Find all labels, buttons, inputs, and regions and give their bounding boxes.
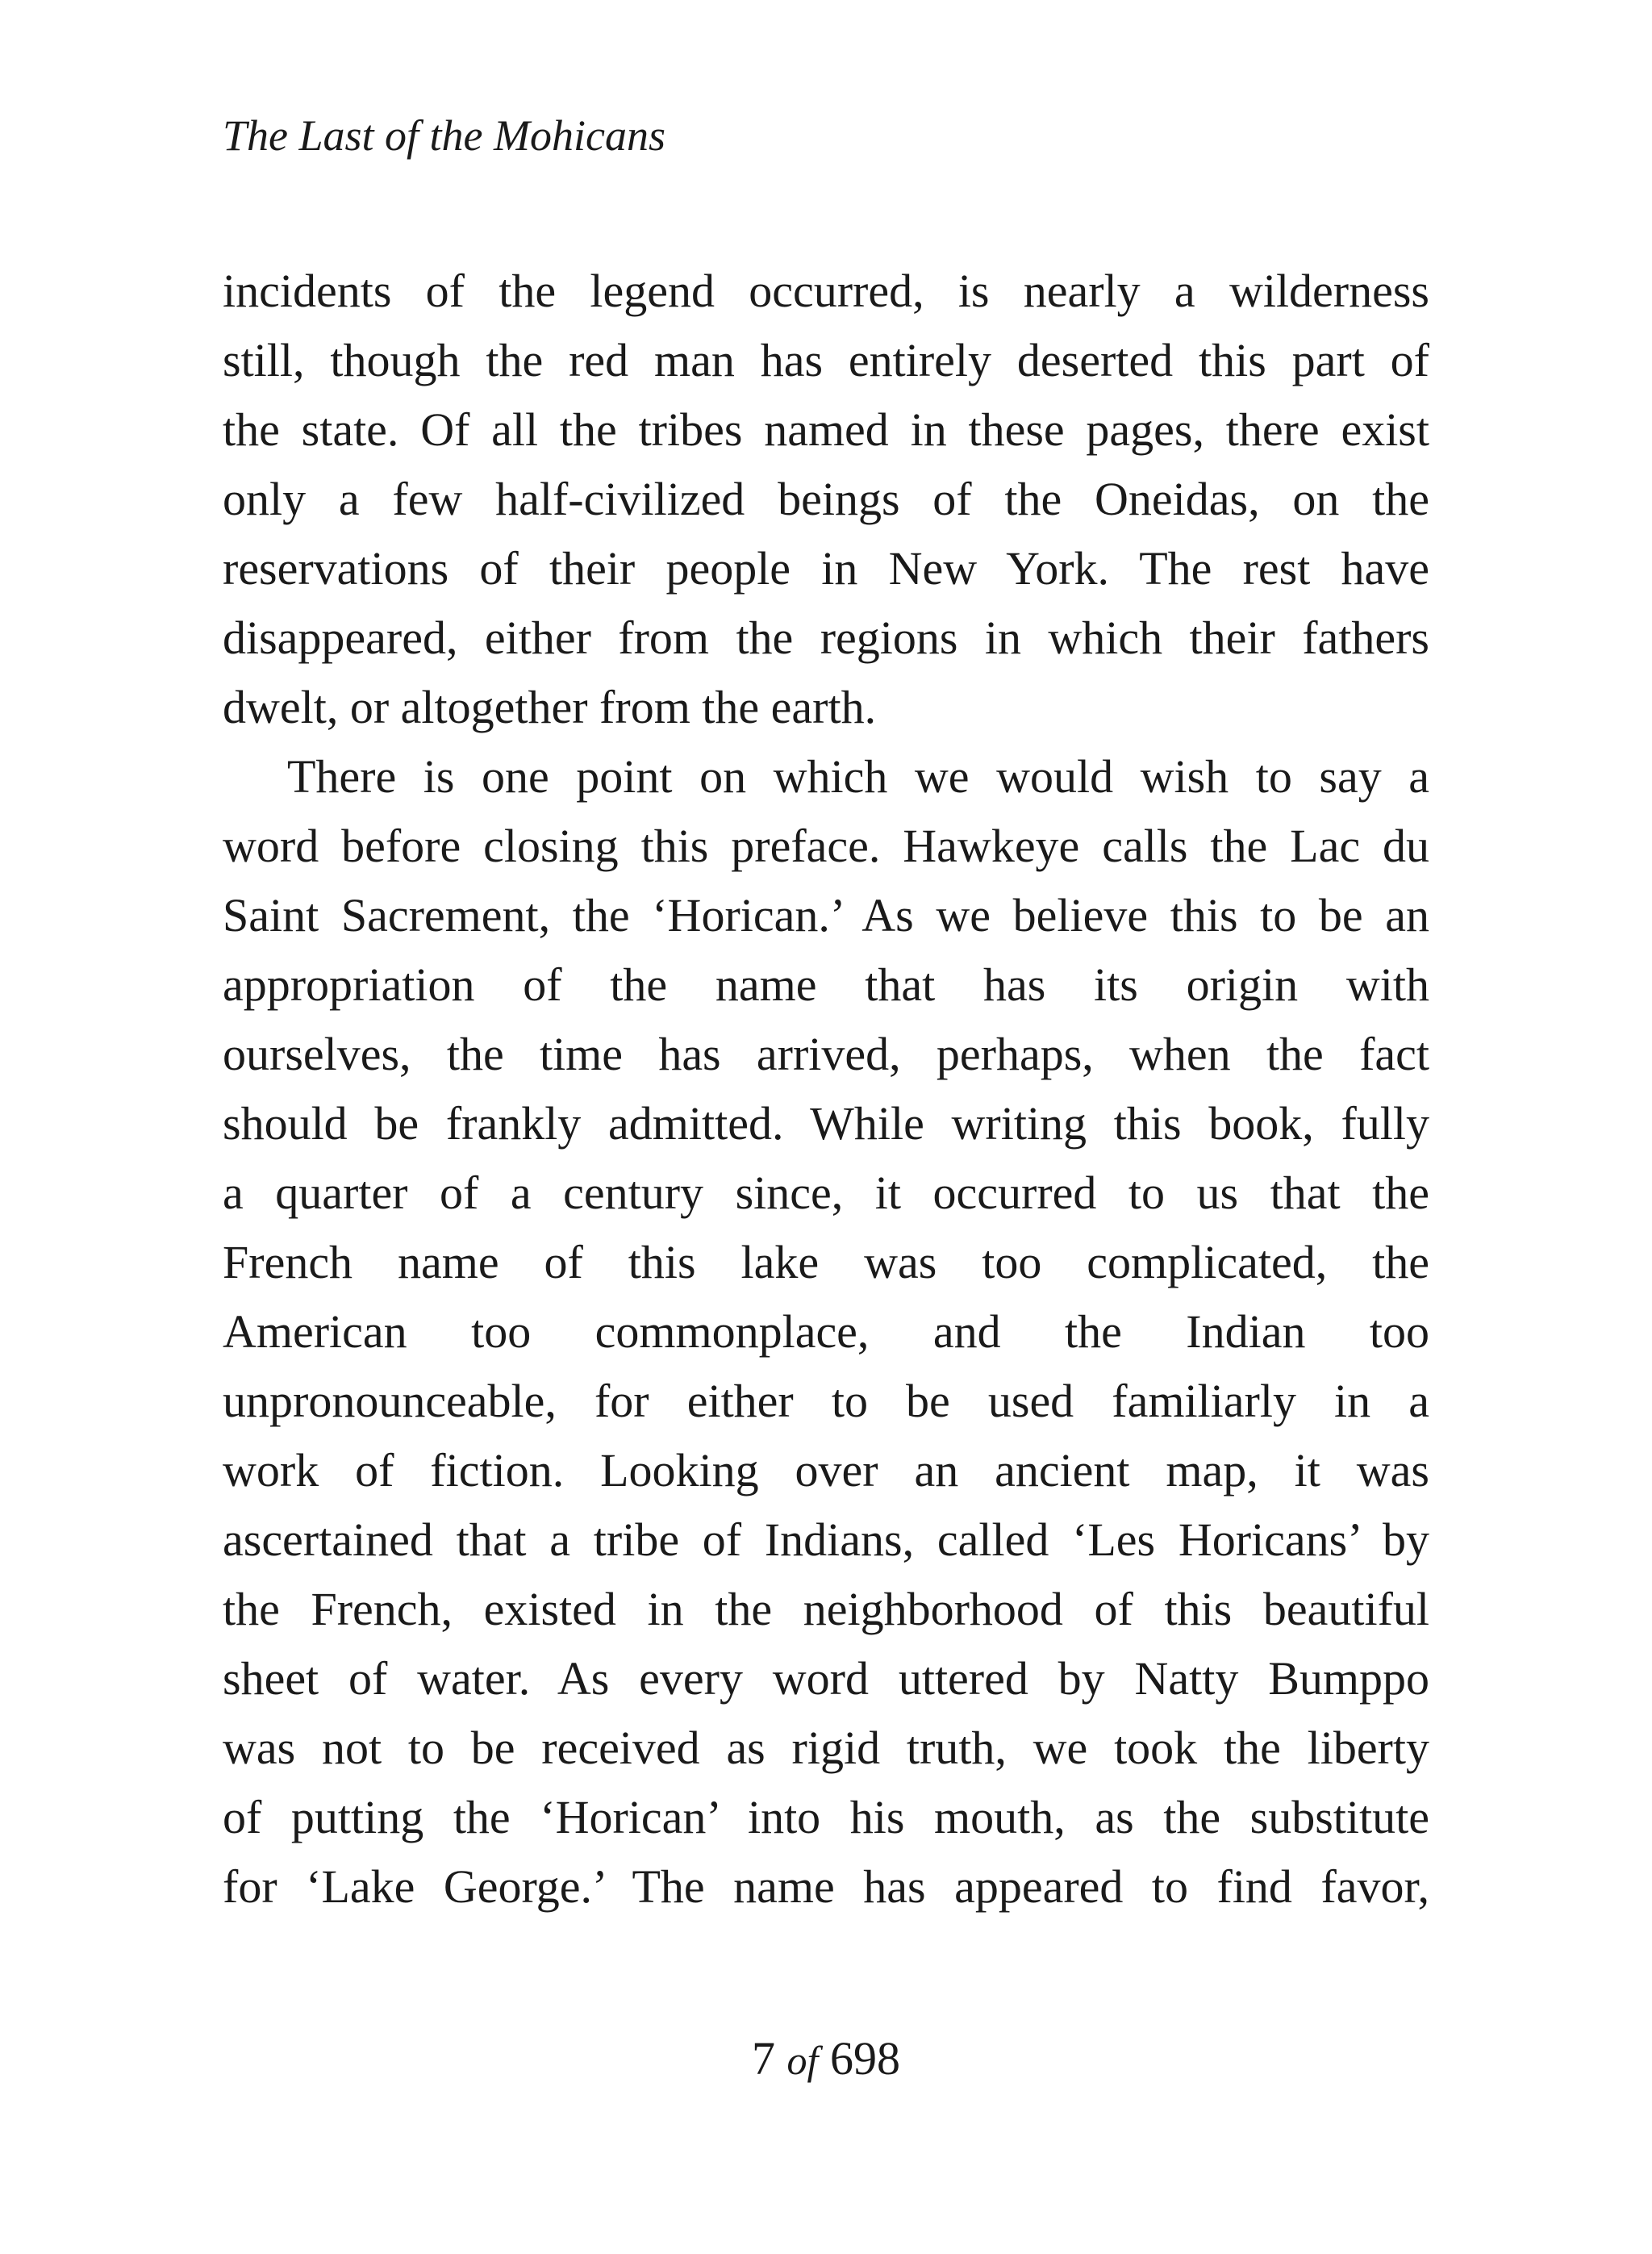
text-line: was not to be received as rigid truth, we took the liberty [223,1722,1429,1774]
text-line: word before closing this preface. Hawkeye calls the Lac du [223,820,1429,872]
text-line: the state. Of all the tribes named in these pages, there exist [223,403,1429,456]
text-line: Saint Sacrement, the ‘Horican.’ As we believe this to be an [223,889,1429,941]
text-line: still, though the red man has entirely deserted this part of [223,334,1429,386]
page-of-word: of [786,2038,819,2083]
text-line-paragraph-start: There is one point on which we would wish to say a [287,750,1429,803]
text-line: only a few half-civilized beings of the Oneidas, on the [223,473,1429,525]
body-text [223,257,1429,1922]
text-line: French name of this lake was too complicated, the [223,1236,1429,1288]
text-line: ourselves, the time has arrived, perhaps, when the fact [223,1028,1429,1080]
text-line-paragraph-end: dwelt, or altogether from the earth. [223,681,877,733]
current-page-number: 7 [752,2032,776,2085]
text-line: appropriation of the name that has its origin with [223,958,1429,1011]
text-line: for ‘Lake George.’ The name has appeared to find favor, [223,1860,1429,1913]
text-line: sheet of water. As every word uttered by Natty Bumppo [223,1652,1429,1705]
text-line: unpronounceable, for either to be used familiarly in a [223,1375,1429,1427]
running-header-title: The Last of the Mohicans [223,111,665,160]
text-line: reservations of their people in New York. The rest have [223,542,1429,595]
text-line: should be frankly admitted. While writing this book, fully [223,1097,1429,1150]
text-line: disappeared, either from the regions in which their fathers [223,612,1429,664]
total-page-count: 698 [829,2032,900,2085]
text-line: American too commonplace, and the Indian too [223,1305,1429,1358]
text-line: of putting the ‘Horican’ into his mouth, as the substitute [223,1791,1429,1843]
text-line: the French, existed in the neighborhood of this beautiful [223,1583,1429,1635]
page-number [0,2027,1652,2093]
text-line: incidents of the legend occurred, is nearly a wilderness [223,265,1429,317]
text-line: ascertained that a tribe of Indians, called ‘Les Horicans’ by [223,1513,1429,1566]
text-line: a quarter of a century since, it occurred to us that the [223,1167,1429,1219]
text-line: work of fiction. Looking over an ancient map, it was [223,1444,1429,1496]
